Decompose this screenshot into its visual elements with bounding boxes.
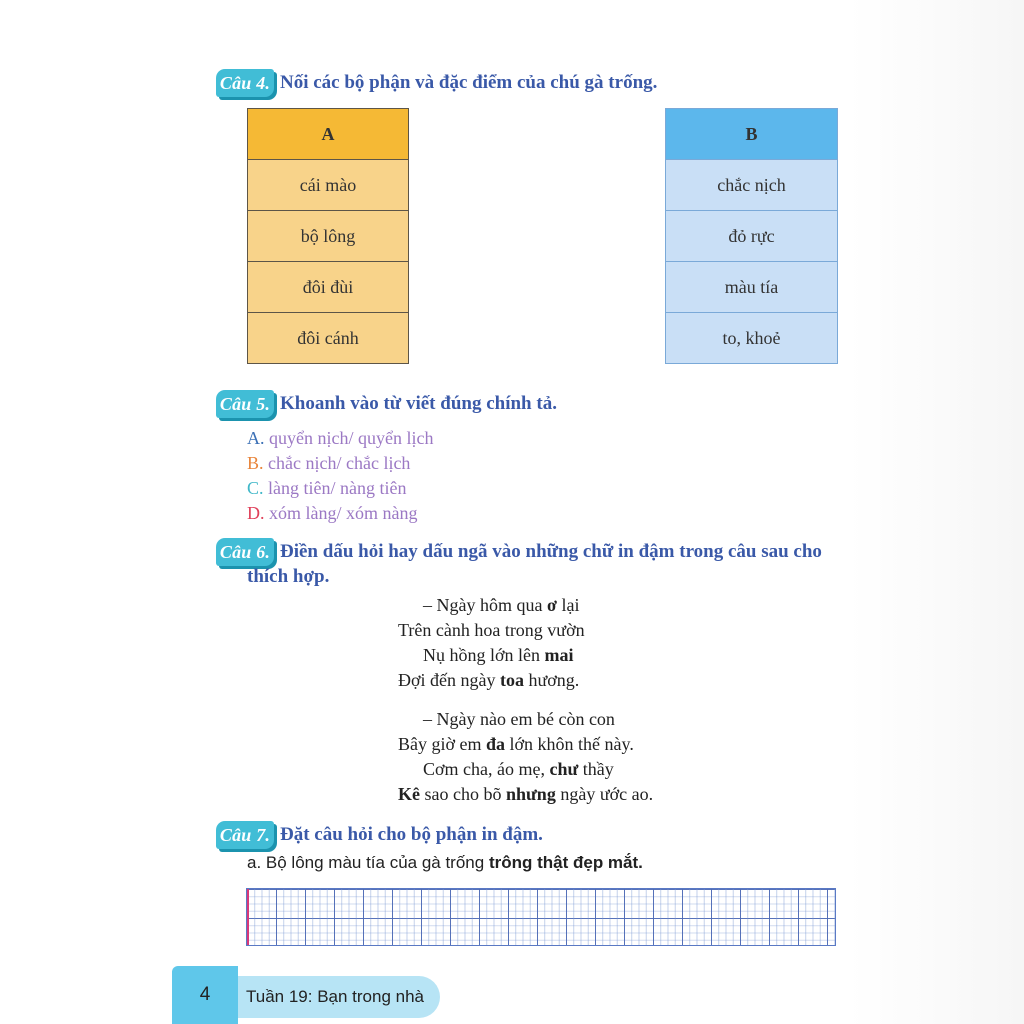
poem-text: thầy xyxy=(578,759,614,779)
sentence-text: a. Bộ lông màu tía của gà trống xyxy=(247,853,489,872)
table-a-item: bộ lông xyxy=(248,211,409,262)
poem-text: Đợi đến ngày xyxy=(398,670,500,690)
bold-word: Kê xyxy=(398,784,420,804)
poem-line xyxy=(398,782,653,807)
q5-label: Câu 5. xyxy=(216,390,274,418)
writing-grid[interactable] xyxy=(246,888,836,946)
option-text: làng tiên/ nàng tiên xyxy=(268,478,407,498)
option-text: chắc nịch/ chắc lịch xyxy=(268,453,411,473)
table-b-item: màu tía xyxy=(666,262,838,313)
poem-text: hương. xyxy=(524,670,580,690)
grid-margin-line xyxy=(247,889,249,945)
q7-sentence-a xyxy=(247,853,643,873)
poem-line xyxy=(398,757,653,782)
option-letter: B. xyxy=(247,453,264,473)
q5-text: Khoanh vào từ viết đúng chính tả. xyxy=(280,393,557,414)
q6-label: Câu 6. xyxy=(216,538,274,566)
poem-text: ngày ước ao. xyxy=(555,784,654,804)
table-a xyxy=(247,108,409,364)
option-text: xóm làng/ xóm nàng xyxy=(269,503,418,523)
option-text: quyển nịch/ quyển lịch xyxy=(269,428,434,448)
table-b-header: B xyxy=(666,109,838,160)
poem-stanza-1 xyxy=(398,593,585,693)
q4-text: Nối các bộ phận và đặc điểm của chú gà trống. xyxy=(280,72,658,93)
q4-label: Câu 4. xyxy=(216,69,274,97)
poem-text: lại xyxy=(556,595,580,615)
table-a-item: đôi cánh xyxy=(248,313,409,364)
poem-text: sao cho bõ xyxy=(420,784,506,804)
q6-text-line1: Điền dấu hỏi hay dấu ngã vào những chữ in đậm trong câu sau cho xyxy=(280,541,822,562)
table-b-item: chắc nịch xyxy=(666,160,838,211)
footer-chapter-title: Tuần 19: Bạn trong nhà xyxy=(222,976,440,1018)
table-a-item: cái mào xyxy=(248,160,409,211)
poem-line: Trên cành hoa trong vườn xyxy=(398,620,585,640)
q7-text: Đặt câu hỏi cho bộ phận in đậm. xyxy=(280,824,543,845)
q5-option-a xyxy=(247,428,433,449)
table-a-item: đôi đùi xyxy=(248,262,409,313)
option-letter: D. xyxy=(247,503,265,523)
poem-text: – Ngày hôm qua xyxy=(423,595,547,615)
bold-word: đa xyxy=(486,734,506,754)
q5-option-c xyxy=(247,478,406,499)
table-b-item: to, khoẻ xyxy=(666,313,838,364)
bold-word: mai xyxy=(544,645,574,665)
option-letter: A. xyxy=(247,428,265,448)
bold-phrase: trông thật đẹp mắt. xyxy=(488,853,643,872)
bold-word: toa xyxy=(500,670,524,690)
poem-text: Bây giờ em xyxy=(398,734,487,754)
poem-text: lớn khôn thế này. xyxy=(505,734,634,754)
poem-line xyxy=(398,643,585,668)
q7-label: Câu 7. xyxy=(216,821,274,849)
table-b-item: đỏ rực xyxy=(666,211,838,262)
page-number: 4 xyxy=(172,966,238,1024)
poem-line xyxy=(398,732,653,757)
poem-stanza-2 xyxy=(398,707,653,807)
table-b xyxy=(665,108,838,364)
page-edge-shadow xyxy=(849,0,1024,1024)
q5-option-d xyxy=(247,503,417,524)
poem-text: Nụ hồng lớn lên xyxy=(423,645,545,665)
q5-option-b xyxy=(247,453,410,474)
poem-line xyxy=(398,593,585,618)
poem-line xyxy=(398,668,585,693)
poem-line: – Ngày nào em bé còn con xyxy=(423,709,615,729)
poem-text: Cơm cha, áo mẹ, xyxy=(423,759,550,779)
q6-text-line2: thích hợp. xyxy=(247,566,330,587)
option-letter: C. xyxy=(247,478,264,498)
table-a-header: A xyxy=(248,109,409,160)
bold-word: ơ xyxy=(546,595,557,615)
bold-word: chư xyxy=(549,759,579,779)
bold-word: nhưng xyxy=(505,784,556,804)
